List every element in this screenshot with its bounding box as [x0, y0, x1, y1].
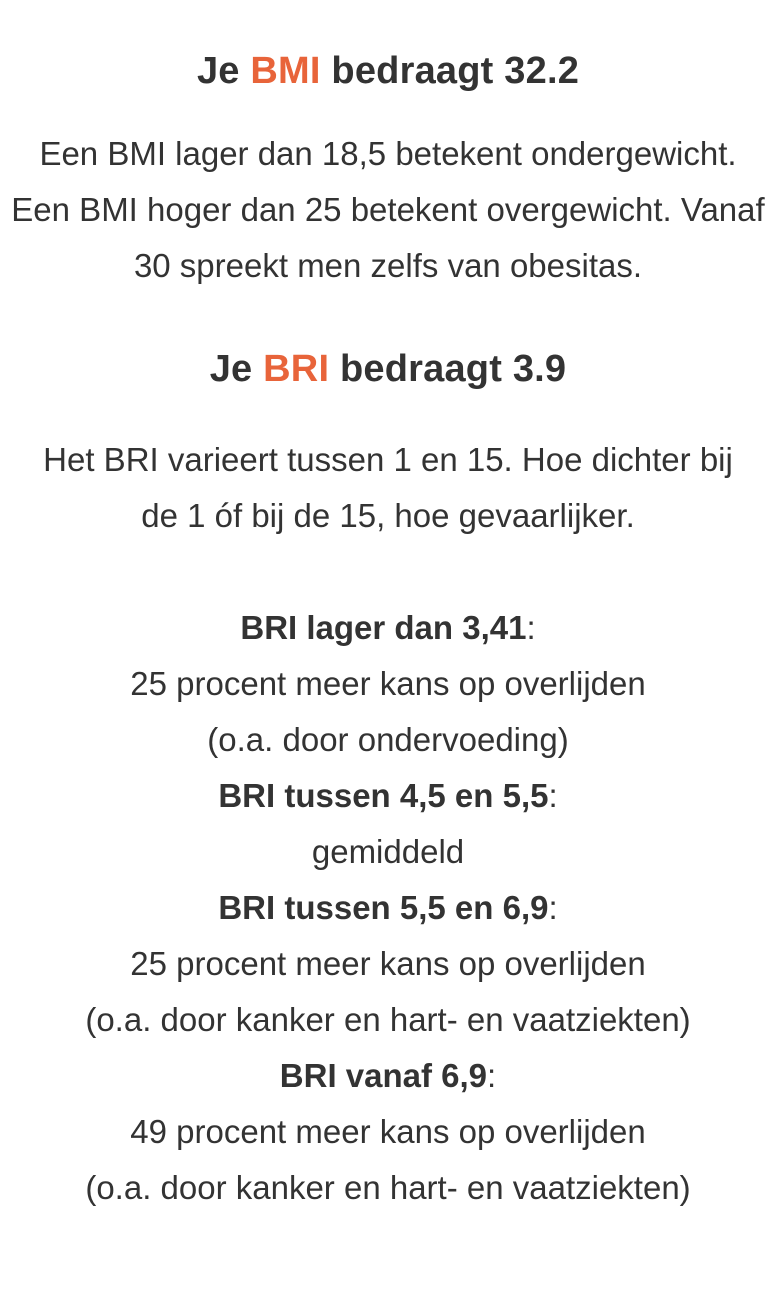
- bri-range-list: [0, 600, 776, 1216]
- bri-range-heading: BRI vanaf 6,9:: [279, 1057, 497, 1094]
- bmi-title-prefix: Je: [196, 50, 240, 92]
- bri-range-detail: gemiddeld: [311, 833, 465, 870]
- bri-description-line: de 1 óf bij de 15, hoe gevaarlijker.: [141, 497, 635, 534]
- bri-range-heading: BRI tussen 4,5 en 5,5:: [218, 777, 558, 814]
- bmi-description: Een BMI lager dan 18,5 betekent ondergewicht. Een BMI hoger dan 25 betekent overgewicht. Vanaf 30 spreekt men zelfs van obesitas.: [11, 135, 765, 284]
- bri-description: [0, 432, 776, 544]
- bri-description-line: Het BRI varieert tussen 1 en 15. Hoe dichter bij: [43, 441, 733, 478]
- bri-result-title: [0, 346, 776, 392]
- bri-value: 3.9: [512, 348, 567, 390]
- bri-range-detail: 25 procent meer kans op overlijden: [130, 665, 646, 702]
- bri-title-verb: bedraagt: [339, 348, 503, 390]
- bri-range-detail: (o.a. door kanker en hart- en vaatziekten): [85, 1001, 691, 1038]
- bri-range-heading: BRI lager dan 3,41:: [240, 609, 536, 646]
- bri-range-detail: (o.a. door kanker en hart- en vaatziekten): [85, 1169, 691, 1206]
- bri-title-prefix: Je: [209, 348, 253, 390]
- bmi-result-title: [0, 0, 776, 94]
- bri-label: BRI: [263, 348, 330, 390]
- bmi-value: 32.2: [504, 50, 580, 92]
- bmi-label: BMI: [250, 50, 321, 92]
- bmi-title-verb: bedraagt: [331, 50, 494, 92]
- bri-range-detail: (o.a. door ondervoeding): [207, 721, 569, 758]
- bri-range-detail: 25 procent meer kans op overlijden: [130, 945, 646, 982]
- bri-range-detail: 49 procent meer kans op overlijden: [130, 1113, 646, 1150]
- bri-range-heading: BRI tussen 5,5 en 6,9:: [218, 889, 558, 926]
